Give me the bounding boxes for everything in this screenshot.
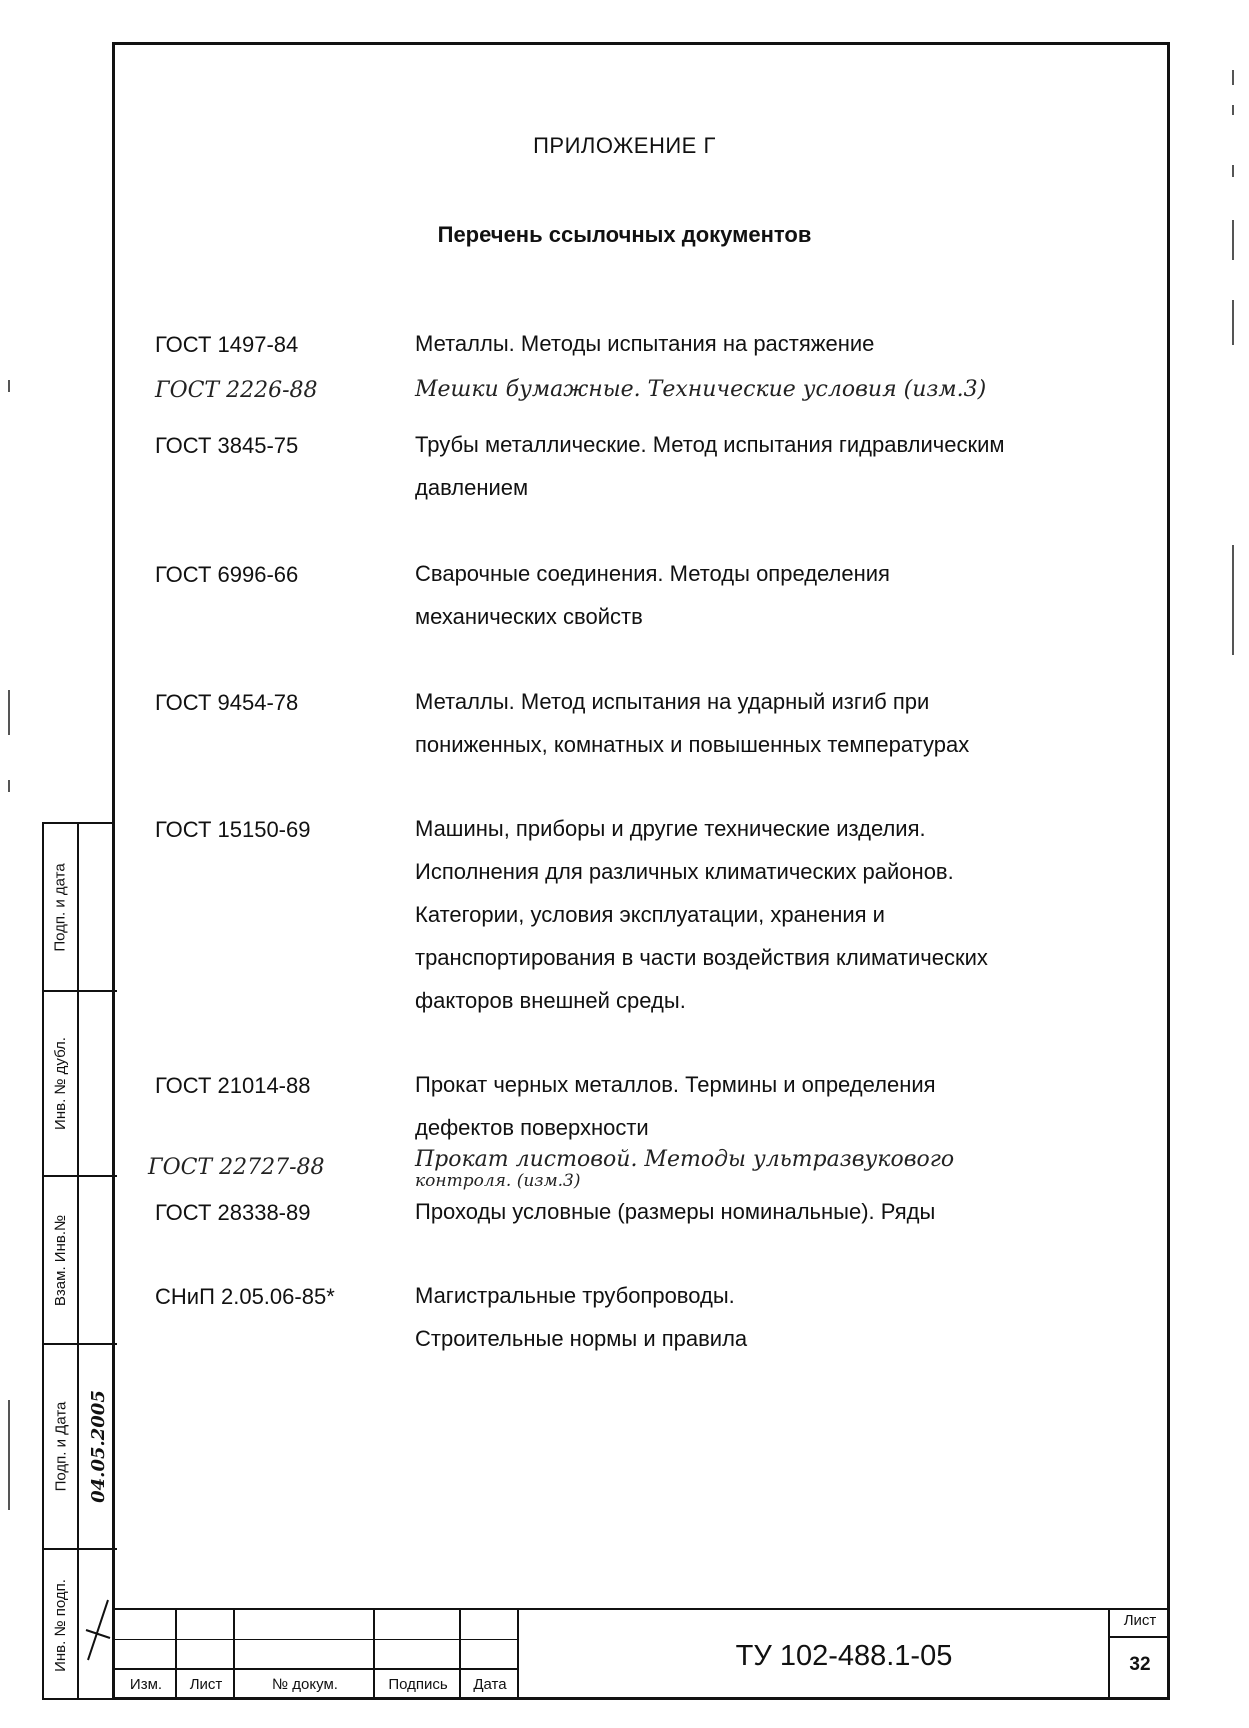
side-stamp-field bbox=[44, 1550, 117, 1700]
reference-code: ГОСТ 15150-69 bbox=[155, 817, 311, 842]
reference-description: Трубы металлические. Метод испытания гидравлическим давлением bbox=[415, 432, 1005, 500]
side-stamp bbox=[42, 822, 115, 1700]
reference-code-handwritten: ГОСТ 2226-88 bbox=[155, 378, 318, 403]
side-stamp-field bbox=[44, 1345, 117, 1550]
reference-code: ГОСТ 28338-89 bbox=[155, 1200, 311, 1225]
column-label: Изм. bbox=[129, 1676, 163, 1693]
reference-code: СНиП 2.05.06-85* bbox=[155, 1284, 335, 1309]
reference-code: ГОСТ 6996-66 bbox=[155, 562, 299, 587]
reference-code: ГОСТ 9454-78 bbox=[155, 690, 299, 715]
side-stamp-label: Инв. № дубл. bbox=[52, 1037, 70, 1130]
reference-description: Металлы. Метод испытания на ударный изгиб при пониженных, комнатных и повышенных температурах bbox=[415, 689, 970, 757]
column-label: Лист bbox=[189, 1676, 223, 1693]
reference-description: Проходы условные (размеры номинальные). Ряды bbox=[415, 1199, 936, 1224]
side-stamp-label: Подп. и Дата bbox=[52, 1401, 70, 1492]
reference-description-handwritten: Прокат листовой. Методы ультразвукового контроля. (изм.3) bbox=[415, 1147, 955, 1191]
reference-code: ГОСТ 21014-88 bbox=[155, 1073, 311, 1098]
title-block bbox=[115, 1608, 1167, 1697]
side-stamp-field bbox=[44, 824, 117, 992]
side-stamp-label: Подп. и дата bbox=[52, 862, 70, 952]
reference-code-handwritten: ГОСТ 22727-88 bbox=[148, 1155, 325, 1180]
reference-description: Металлы. Методы испытания на растяжение bbox=[415, 331, 875, 356]
signature-mark bbox=[82, 1590, 114, 1670]
sheet-number-box bbox=[1108, 1608, 1170, 1697]
appendix-title: ПРИЛОЖЕНИЕ Г bbox=[533, 133, 716, 158]
reference-description: Машины, приборы и другие технические изделия. Исполнения для различных климатических районов. Категории, условия эксплуатации, хранения и транспортирования в части воздействия климатических факторов внешней среды. bbox=[415, 816, 988, 1013]
column-label: № докум. bbox=[272, 1676, 338, 1693]
side-stamp-label: Инв. № подп. bbox=[52, 1578, 69, 1672]
side-stamp-label: Взам. Инв.№ bbox=[52, 1214, 70, 1306]
column-label: Подпись bbox=[388, 1676, 448, 1693]
reference-description: Магистральные трубопроводы. Строительные нормы и правила bbox=[415, 1283, 748, 1351]
reference-list-title: Перечень ссылочных документов bbox=[437, 222, 812, 247]
side-stamp-field bbox=[44, 992, 117, 1177]
reference-code: ГОСТ 3845-75 bbox=[155, 433, 299, 458]
reference-description: Сварочные соединения. Методы определения механических свойств bbox=[415, 561, 890, 629]
column-label: Дата bbox=[473, 1676, 507, 1693]
document-code: ТУ 102-488.1-05 bbox=[735, 1640, 953, 1672]
sheet-number: 32 bbox=[1129, 1654, 1151, 1675]
reference-code: ГОСТ 1497-84 bbox=[155, 332, 299, 357]
sheet-label: Лист bbox=[1123, 1612, 1157, 1629]
reference-description-handwritten: Мешки бумажные. Технические условия (изм.3) bbox=[415, 377, 987, 402]
side-stamp-field bbox=[44, 1177, 117, 1345]
reference-description: Прокат черных металлов. Термины и определения дефектов поверхности bbox=[415, 1072, 936, 1140]
handwritten-date: 04.05.2005 bbox=[87, 1390, 109, 1503]
